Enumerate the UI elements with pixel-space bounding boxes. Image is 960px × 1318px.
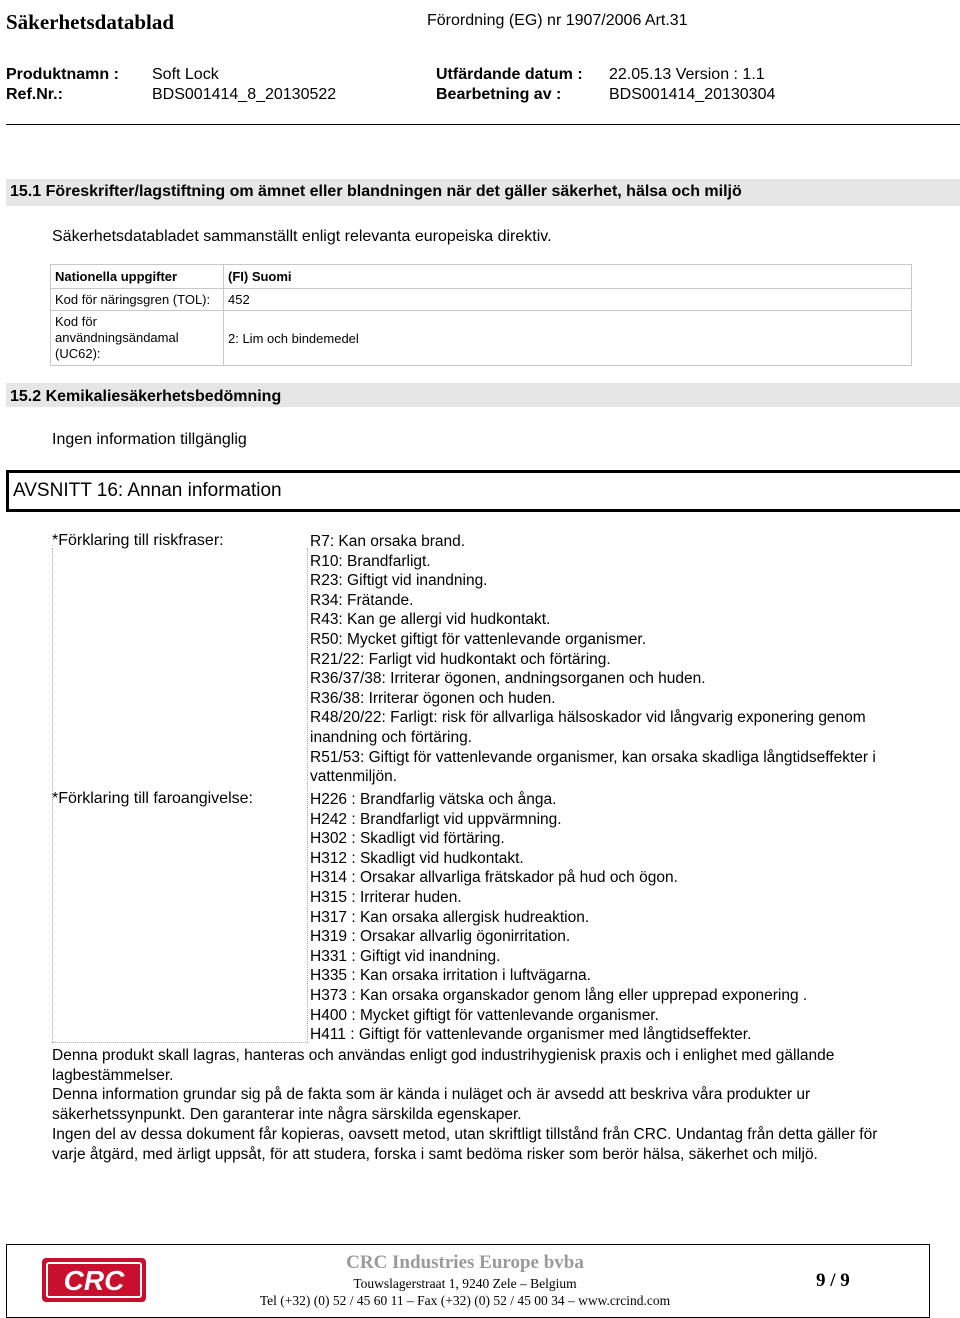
- company-address: Touwslagerstraat 1, 9240 Zele – Belgium: [353, 1276, 577, 1291]
- table-head-right: (FI) Suomi: [224, 265, 912, 289]
- list-item: H317 : Kan orsaka allergisk hudreaktion.: [310, 908, 590, 926]
- list-item: R36/38: Irriterar ögonen och huden.: [310, 689, 556, 707]
- risk-phrases-list: [310, 532, 880, 787]
- hazard-statements-label: *Förklaring till faroangivelse:: [52, 790, 253, 807]
- dotted-guide-bottom: [52, 1042, 308, 1043]
- list-item: R10: Brandfarligt.: [310, 552, 431, 570]
- table-head-left: Nationella uppgifter: [51, 265, 224, 289]
- list-item: R23: Giftigt vid inandning.: [310, 572, 488, 590]
- crc-logo-text: CRC: [46, 1262, 142, 1298]
- document-title: Säkerhetsdatablad: [6, 10, 175, 34]
- section-15-2-text: Ingen information tillgänglig: [52, 431, 247, 448]
- page-number: 9 / 9: [816, 1270, 850, 1291]
- revision-label: Bearbetning av :: [436, 86, 562, 103]
- table-row1-left: Kod för näringsgren (TOL):: [51, 289, 224, 311]
- ref-number-value: BDS001414_8_20130522: [152, 86, 337, 103]
- list-item: R34: Frätande.: [310, 591, 414, 609]
- list-item: H335 : Kan orsaka irritation i luftvägarna.: [310, 967, 591, 985]
- list-item: H314 : Orsakar allvarliga frätskador på hud och ögon.: [310, 869, 678, 887]
- issue-date-value: 22.05.13 Version : 1.1: [609, 66, 765, 83]
- list-item: R51/53: Giftigt för vattenlevande organismer, kan orsaka skadliga långtidseffekter i vattenmiljön.: [310, 748, 876, 786]
- regulation-reference: Förordning (EG) nr 1907/2006 Art.31: [427, 12, 688, 29]
- list-item: R50: Mycket giftigt för vattenlevande organismer.: [310, 630, 646, 648]
- list-item: H302 : Skadligt vid förtäring.: [310, 830, 505, 848]
- section-15-1-text: Säkerhetsdatabladet sammanställt enligt relevanta europeiska direktiv.: [52, 228, 552, 245]
- product-name-label: Produktnamn :: [6, 66, 119, 83]
- header-divider: [6, 124, 960, 125]
- issue-date-label: Utfärdande datum :: [436, 66, 583, 83]
- company-name: CRC Industries Europe bvba: [346, 1252, 584, 1273]
- list-item: R43: Kan ge allergi vid hudkontakt.: [310, 611, 551, 629]
- list-item: H411 : Giftigt för vattenlevande organismer med långtidseffekter.: [310, 1026, 752, 1044]
- paragraph-disclaimer: Denna information grundar sig på de fakta som är kända i nuläget och är avsedd att beskriva våra produkter ur säkerhetssynpunkt. Den garanterar inte några särskilda egenskaper.: [52, 1086, 811, 1123]
- risk-phrases-label: *Förklaring till riskfraser:: [52, 532, 224, 549]
- list-item: H331 : Giftigt vid inandning.: [310, 947, 501, 965]
- list-item: H242 : Brandfarligt vid uppvärmning.: [310, 810, 562, 828]
- national-info-table: [50, 264, 912, 366]
- list-item: H319 : Orsakar allvarlig ögonirritation.: [310, 928, 571, 946]
- list-item: H373 : Kan orsaka organskador genom lång eller upprepad exponering .: [310, 986, 808, 1004]
- table-row2-left: Kod för användningsändamal (UC62):: [51, 311, 224, 366]
- list-item: R48/20/22: Farligt: risk för allvarliga hälsoskador vid långvarig exponering genom inandning och förtäring.: [310, 709, 866, 746]
- list-item: H400 : Mycket giftigt för vattenlevande organismer.: [310, 1006, 659, 1024]
- product-name-value: Soft Lock: [152, 66, 219, 83]
- paragraph-storage: Denna produkt skall lagras, hanteras och användas enligt god industrihygienisk praxis och i enlighet med gällande lagbestämmelser.: [52, 1047, 835, 1084]
- ref-number-label: Ref.Nr.:: [6, 86, 63, 103]
- hazard-statements-list: [310, 790, 880, 1045]
- dotted-guide-right: [307, 548, 308, 1042]
- section-16-heading: AVSNITT 16: Annan information: [6, 470, 960, 512]
- list-item: R36/37/38: Irriterar ögonen, andningsorganen och huden.: [310, 670, 706, 688]
- crc-logo: [42, 1258, 146, 1302]
- revision-value: BDS001414_20130304: [609, 86, 776, 103]
- list-item: H226 : Brandfarlig vätska och ånga.: [310, 791, 557, 808]
- list-item: R7: Kan orsaka brand.: [310, 533, 466, 550]
- section-15-2-heading: 15.2 Kemikaliesäkerhetsbedömning: [6, 383, 960, 407]
- list-item: H312 : Skadligt vid hudkontakt.: [310, 849, 524, 867]
- company-contact: Tel (+32) (0) 52 / 45 60 11 – Fax (+32) (0) 52 / 45 00 34 – www.crcind.com: [259, 1293, 671, 1308]
- table-row2-right: 2: Lim och bindemedel: [224, 311, 912, 366]
- section-15-1-heading: 15.1 Föreskrifter/lagstiftning om ämnet eller blandningen när det gäller säkerhet, hälsa och miljö: [6, 179, 960, 206]
- paragraph-copyright: Ingen del av dessa dokument får kopieras, oavsett metod, utan skriftligt tillstånd från CRC. Undantag från detta gäller för varje åtgärd, med ärligt uppsåt, för att studera, forska i samt bedöma risker som berör hälsa, säkerhet och miljö.: [52, 1126, 878, 1163]
- table-row1-right: 452: [224, 289, 912, 311]
- list-item: R21/22: Farligt vid hudkontakt och förtäring.: [310, 650, 611, 668]
- list-item: H315 : Irriterar huden.: [310, 888, 462, 906]
